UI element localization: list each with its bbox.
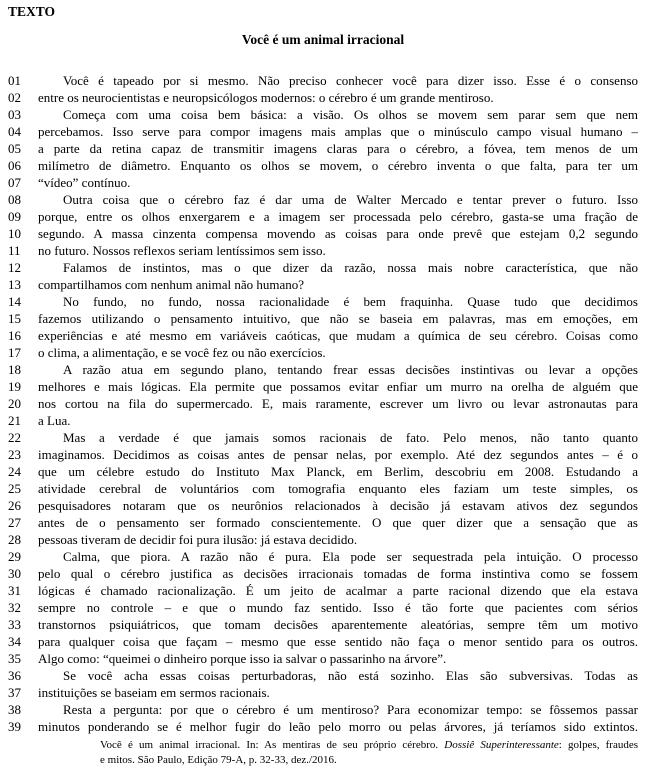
line-number: 36	[8, 668, 21, 683]
line-number: 02	[8, 90, 21, 105]
citation-line	[100, 753, 638, 768]
line-text: que um célebre estudo do Instituto Max Planck, em Berlim, descobriu em 2008. Estudando a	[38, 464, 638, 479]
line-text: instituições se baseiam em sermos racionais.	[38, 685, 270, 700]
line-number: 04	[8, 124, 21, 139]
line-number: 13	[8, 277, 21, 292]
line-number: 07	[8, 175, 21, 190]
text-line	[8, 616, 638, 633]
line-number: 38	[8, 702, 21, 717]
line-text: nos cortou na fila do supermercado. E, mais raramente, escrever um livro ou levar astronautas para	[38, 396, 638, 411]
text-line	[8, 633, 638, 650]
line-text: porque, entre os olhos enxergarem e a imagem ser processada pelo cérebro, gasta-se uma fração de	[38, 209, 638, 224]
line-number: 01	[8, 73, 21, 88]
citation-text: : golpes, fraudes	[558, 739, 639, 751]
citation-text: e mitos. São Paulo, Edição 79-A, p. 32-33, dez./2016.	[100, 754, 337, 766]
line-text: A razão atua em segundo plano, tentando frear essas decisões instintivas ou levar a opções	[63, 362, 638, 377]
line-number: 27	[8, 515, 21, 530]
text-line	[8, 565, 638, 582]
line-text: “vídeo” contínuo.	[38, 175, 131, 190]
line-number: 34	[8, 634, 21, 649]
line-text: pelo qual o cérebro justifica as decisões irracionais tomadas de forma instintiva como se fossem	[38, 566, 638, 581]
line-text: No fundo, no fundo, nossa racionalidade é bem fraquinha. Quase tudo que decidimos	[63, 294, 638, 309]
line-number: 30	[8, 566, 21, 581]
line-text: transtornos psiquiátricos, que tomam decisões aparentemente aleatórias, sempre têm um motivo	[38, 617, 638, 632]
text-line	[8, 378, 638, 395]
text-line	[8, 650, 638, 667]
citation	[100, 738, 638, 768]
line-text: fazemos utilizando o pensamento intuitivo, que não se baseia em palavras, mas em emoções, em	[38, 311, 638, 326]
line-number: 09	[8, 209, 21, 224]
line-number: 18	[8, 362, 21, 377]
line-text: pesquisadores notaram que os neurônios relacionados à decisão já estavam ativos dez segundos	[38, 498, 638, 513]
line-number: 21	[8, 413, 21, 428]
text-line	[8, 140, 638, 157]
text-line	[8, 344, 638, 361]
line-number: 26	[8, 498, 21, 513]
line-text: para qualquer coisa que façam – mesmo que esse sentido não faça o menor sentido para os outros.	[38, 634, 638, 649]
line-text: atividade cerebral de voluntários com tomografia enquanto eles faziam um teste simples, os	[38, 481, 638, 496]
page-title: Você é um animal irracional	[241, 32, 405, 47]
line-number: 28	[8, 532, 21, 547]
text-line	[8, 208, 638, 225]
text-line	[8, 701, 638, 718]
line-number: 05	[8, 141, 21, 156]
line-number: 33	[8, 617, 21, 632]
line-text: a parte da retina capaz de transmitir imagens claras para o cérebro, a fóvea, tem menos de um	[38, 141, 638, 156]
text-line	[8, 89, 638, 106]
text-line	[8, 446, 638, 463]
line-number: 10	[8, 226, 21, 241]
text-line	[8, 412, 638, 429]
text-line	[8, 582, 638, 599]
text-line	[8, 531, 638, 548]
section-label: TEXTO	[8, 4, 56, 19]
line-number: 11	[8, 243, 21, 258]
line-number: 20	[8, 396, 21, 411]
text-line	[8, 157, 638, 174]
line-number: 29	[8, 549, 21, 564]
text-line	[8, 429, 638, 446]
line-number: 31	[8, 583, 21, 598]
text-line	[8, 310, 638, 327]
line-text: pessoas tiveram de decidir foi pura ilusão: já estava decidido.	[38, 532, 358, 547]
text-line	[8, 497, 638, 514]
line-number: 37	[8, 685, 21, 700]
line-text: sempre no controle – e que o mundo faz sentido. Isso é tão forte que pacientes com sérios	[38, 600, 638, 615]
line-number: 06	[8, 158, 21, 173]
line-text: Mas a verdade é que jamais somos racionais de fato. Pelo menos, não tanto quanto	[63, 430, 638, 445]
line-text: melhores e mais lógicas. Ela permite que possamos evitar enfiar um murro na orelha de alguém que	[38, 379, 638, 394]
line-number: 17	[8, 345, 21, 360]
line-text: Você é tapeado por si mesmo. Não preciso conhecer você para dizer isso. Esse é o consenso	[63, 73, 638, 88]
line-number: 16	[8, 328, 21, 343]
line-text: Calma, que piora. A razão não é pura. Ela pode ser sequestrada pela intuição. O processo	[63, 549, 638, 564]
line-text: a Lua.	[38, 413, 71, 428]
line-text: minutos ponderando se é melhor fugir do leão pelo morro ou pelas árvores, já teríamos sido extintos.	[38, 719, 638, 734]
line-number: 19	[8, 379, 21, 394]
line-text: experiências e até mesmo em variáveis caóticas, que mudam a química de seu cérebro. Coisas como	[38, 328, 638, 343]
citation-line	[100, 738, 638, 753]
line-text: Se você acha essas coisas perturbadoras, não está sozinho. Elas são subversivas. Todas as	[63, 668, 638, 683]
text-line	[8, 191, 638, 208]
text-line	[8, 361, 638, 378]
line-text: no futuro. Nossos reflexos seriam lentíssimos sem isso.	[38, 243, 326, 258]
line-text: Algo como: “queimei o dinheiro porque isso ia salvar o passarinho na árvore”.	[38, 651, 447, 666]
line-text: antes de o pensamento ser formado conscientemente. O que quer dizer que a sensação que as	[38, 515, 638, 530]
line-number: 35	[8, 651, 21, 666]
line-text: percebamos. Isso serve para compor imagens mais amplas que o minúsculo campo visual humano –	[38, 124, 638, 139]
line-text: Outra coisa que o cérebro faz é dar uma de Walter Mercado e tentar prever o futuro. Isso	[63, 192, 638, 207]
line-number: 23	[8, 447, 21, 462]
text-line	[8, 293, 638, 310]
text-line	[8, 395, 638, 412]
line-text: segundo. A massa cinzenta compensa movendo as coisas para onde prevê que estejam 0,2 segundo	[38, 226, 638, 241]
citation-text: Dossiê Superinteressante	[444, 739, 559, 751]
line-number: 32	[8, 600, 21, 615]
text-line	[8, 667, 638, 684]
text-line	[8, 480, 638, 497]
line-number: 14	[8, 294, 21, 309]
line-text: o clima, a alimentação, e se você fez ou não exercícios.	[38, 345, 326, 360]
line-number: 03	[8, 107, 21, 122]
line-number: 24	[8, 464, 21, 479]
text-line	[8, 174, 638, 191]
line-text: lógicas é chamado racionalização. É um jeito de acalmar a parte racional dizendo que ela estava	[38, 583, 638, 598]
text-line	[8, 684, 638, 701]
text-body	[8, 72, 638, 735]
text-line	[8, 463, 638, 480]
line-text: entre os neurocientistas e neuropsicólogos modernos: o cérebro é um grande mentiroso.	[38, 90, 494, 105]
text-line	[8, 548, 638, 565]
line-number: 39	[8, 719, 21, 734]
text-line	[8, 225, 638, 242]
line-text: imaginamos. Decidimos as coisas antes de pensar nelas, por exemplo. Até dez segundos antes – é o	[38, 447, 638, 462]
line-text: milímetro de diâmetro. Enquanto os olhos se movem, o cérebro inventa o que falta, para ter um	[38, 158, 638, 173]
line-number: 22	[8, 430, 21, 445]
text-line	[8, 123, 638, 140]
text-line	[8, 242, 638, 259]
line-number: 08	[8, 192, 21, 207]
text-line	[8, 514, 638, 531]
text-line	[8, 106, 638, 123]
line-number: 15	[8, 311, 21, 326]
text-line	[8, 276, 638, 293]
citation-text: Você é um animal irracional. In: As mentiras de seu próprio cérebro.	[100, 739, 445, 751]
line-number: 12	[8, 260, 21, 275]
line-text: Começa com uma coisa bem básica: a visão. Os olhos se movem sem parar sem que nem	[63, 107, 638, 122]
text-line	[8, 327, 638, 344]
line-text: Resta a pergunta: por que o cérebro é um mentiroso? Para economizar tempo: se fôssemos passar	[63, 702, 638, 717]
text-line	[8, 72, 638, 89]
text-line	[8, 718, 638, 735]
line-text: Falamos de instintos, mas o que dizer da razão, nossa mais nobre característica, que não	[63, 260, 638, 275]
text-line	[8, 259, 638, 276]
line-text: compartilhamos com nenhum animal não humano?	[38, 277, 305, 292]
line-number: 25	[8, 481, 21, 496]
text-line	[8, 599, 638, 616]
